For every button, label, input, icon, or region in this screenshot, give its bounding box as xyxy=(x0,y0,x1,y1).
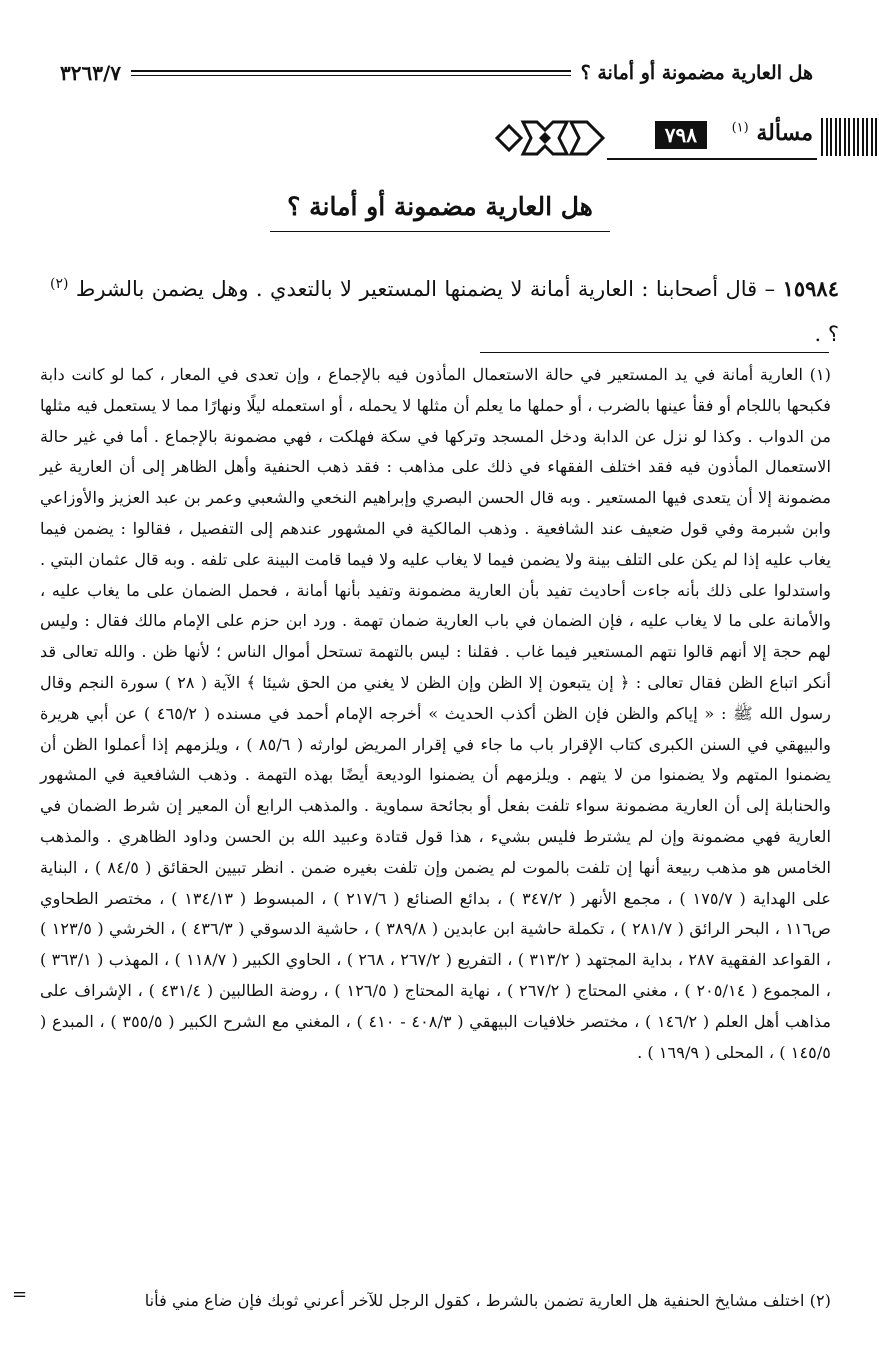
masala-footnote-ref: (١) xyxy=(731,120,749,136)
footnote-separator xyxy=(480,352,829,353)
running-header xyxy=(60,56,813,90)
footnote-2: (٢) اختلف مشايخ الحنفية هل العارية تضمن بالشرط ، كقول الرجل للآخر أعرني ثوبك فإن ضاع مني فأنا xyxy=(144,1291,831,1310)
paragraph-end: ؟ . xyxy=(814,322,839,346)
geometric-ornament-icon xyxy=(495,116,605,160)
running-header-page-ref: ٣٢٦٣/٧ xyxy=(60,61,122,85)
footnote-1: (١) العارية أمانة في يد المستعير في حالة الاستعمال المأذون فيه بالإجماع ، وإن تعدى في المعار ، كما لو كانت دابة فكبحها باللجام أو فقأ عينها بالضرب ، أو حملها ما يعلم أن مثلها لا يحمله ، أو استعمله ليلًا ونهارًا مما لا يستعمل فيه مثلها من الدواب . وكذا لو نزل عن الدابة ودخل المسجد وتركها في سكة فهلكت ، فهي مضمونة بالإجماع . أما في غير حالة الاستعمال المأذون فيه فقد اختلف الفقهاء في ذلك على مذاهب : فقد ذهب الحنفية وأهل الظاهر إلى أن العارية غير مضمونة إلا أن يتعدى فيها المستعير . وبه قال الحسن البصري وإبراهيم النخعي والشعبي وعمر بن عبد العزيز والأوزاعي وابن شبرمة وفي قول ضعيف عند الشافعية . وذهب المالكية في المشهور عندهم إلى التفصيل ، فقالوا : يضمن فيما يغاب عليه إذا لم يكن على التلف بينة ولا يضمن فيما لا يغاب عليه ولا فيما قامت البينة على تلفه . وبه قال عثمان البتي . واستدلوا على ذلك بأنه جاءت أحاديث تفيد بأن العارية مضمونة وتفيد بأنها أمانة ، فحمل الضمان على ما يغاب عليه ، والأمانة على ما لا يغاب عليه ، فإن الضمان في باب العارية ضمان تهمة . ورد ابن حزم على الإمام مالك فقال : وليس لهم حجة إلا أنهم قالوا نتهم المستعير فيما غاب . فقلنا : ليس بالتهمة تستحل أموال الناس ؛ لأنها ظن . والله تعالى قد أنكر اتباع الظن فقال تعالى : ﴿ إن يتبعون إلا الظن وإن الظن لا يغني من الحق شيئا ﴾ الآية ( ٢٨ ) سورة النجم وقال رسول الله ﷺ : « إياكم والظن فإن الظن أكذب الحديث » أخرجه الإمام أحمد في مسنده ( ٤٦٥/٢ ) عن أبي هريرة والبيهقي في السنن الكبرى كتاب الإقرار باب ما جاء في إقرار المريض لوارثه ( ٨٥/٦ ) ، ويلزمهم إذا أعملوا الظن أن يضمنوا المتهم ولا يضمنوا من لا يتهم . ويلزمهم أن يضمنوا الوديعة أيضًا بهذه التهمة . وذهب الشافعية في المشهور والحنابلة إلى أن العارية مضمونة سواء تلفت بفعل أو بجائحة سماوية . والمذهب الرابع أن المعير إن شرط الضمان في العارية فهي مضمونة وإن لم يشترط فليس بشيء ، هذا قول قتادة وعبيد الله بن الحسن وداود الظاهري . والمذهب الخامس هو مذهب ربيعة أنها إن تلفت بالموت لم يضمن وإن تلفت بغيره ضمن . انظر تبيين الحقائق ( ٨٤/٥ ) ، البناية على الهداية ( ١٧٥/٧ ) ، مجمع الأنهر ( ٣٤٧/٢ ) ، بدائع الصنائع ( ٢١٧/٦ ) ، المبسوط ( ١٣٤/١٣ ) ، مختصر الطحاوي ص١١٦ ، البحر الرائق ( ٢٨١/٧ ) ، تكملة حاشية ابن عابدين ( ٣٨٩/٨ ) ، حاشية الدسوقي ( ٤٣٦/٣ ) ، الخرشي ( ١٢٣/٥ ) ، القواعد الفقهية ٢٨٧ ، بداية المجتهد ( ٣١٣/٢ ) ، التفريع ( ٢٦٧/٢ ، ٢٦٨ ) ، الحاوي الكبير ( ١١٨/٧ ) ، المهذب ( ٣٦٣/١ ) ، المجموع ( ٢٠٥/١٤ ) ، مغني المحتاج ( ٢٦٧/٢ ) ، نهاية المحتاج ( ١٢٦/٥ ) ، روضة الطالبين ( ٤٣١/٤ ) ، الإشراف على مذاهب أهل العلم ( ١٤٦/٢ ) ، مختصر خلافيات البيهقي ( ٤٠٨/٣ - ٤١٠ ) ، المغني مع الشرح الكبير ( ٣٥٥/٥ ) ، المبدع ( ١٤٥/٥ ) ، المحلى ( ١٦٩/٩ ) . xyxy=(40,365,832,1062)
masala-number: ٧٩٨ xyxy=(655,121,707,149)
continuation-mark: = xyxy=(12,1284,28,1305)
main-paragraph xyxy=(50,262,839,357)
paragraph-number: ١٥٩٨٤ xyxy=(782,276,839,301)
paragraph-text: – قال أصحابنا : العارية أمانة لا يضمنها المستعير لا بالتعدي . وهل يضمن بالشرط xyxy=(75,277,776,301)
barcode-ornament-icon xyxy=(821,118,877,156)
footnotes xyxy=(40,360,831,1068)
masala-label xyxy=(732,120,813,146)
banner-rule xyxy=(607,158,817,160)
paragraph-footnote-ref: (٢) xyxy=(50,276,69,292)
running-header-rule xyxy=(131,70,571,76)
running-header-title: هل العارية مضمونة أو أمانة ؟ xyxy=(580,62,813,84)
page-title: هل العارية مضمونة أو أمانة ؟ xyxy=(270,192,610,232)
masala-word: مسألة xyxy=(756,120,813,146)
masala-banner xyxy=(495,116,877,160)
